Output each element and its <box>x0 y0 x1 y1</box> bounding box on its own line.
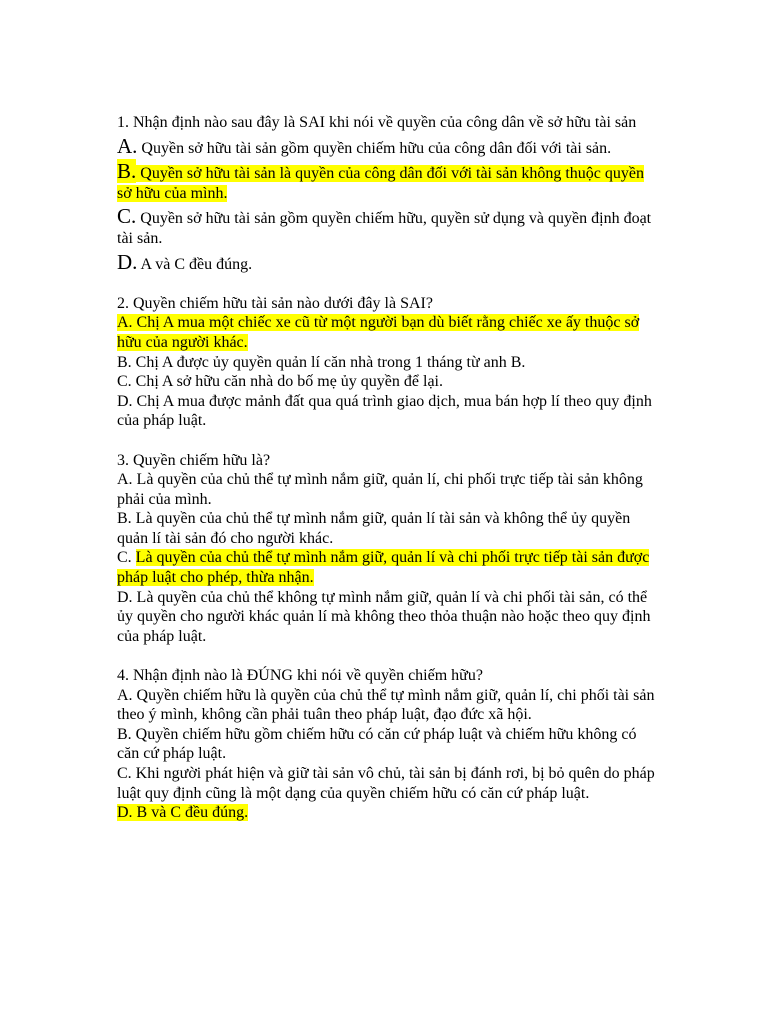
option-text: Quyền sở hữu tài sản gồm quyền chiếm hữu của công dân đối với tài sản. <box>137 139 612 157</box>
question-2-option-d: D. Chị A mua được mảnh đất qua quá trình giao dịch, mua bán hợp lí theo quy định của pháp luật. <box>117 392 652 430</box>
question-2-option-a <box>117 313 662 352</box>
question-4-option-a: A. Quyền chiếm hữu là quyền của chủ thể tự mình nắm giữ, quản lí, chi phối tài sản theo ý mình, không cần phải tuân theo pháp luật, đạo đức xã hội. <box>117 686 655 724</box>
option-letter: D. <box>117 249 138 274</box>
question-4 <box>117 666 662 823</box>
question-1-option-d <box>117 249 662 275</box>
question-2-stem: 2. Quyền chiếm hữu tài sản nào dưới đây là SAI? <box>117 294 433 312</box>
question-4-option-d <box>117 803 662 823</box>
document-page <box>117 113 662 842</box>
question-3-option-c <box>117 548 662 587</box>
question-1-option-b <box>117 159 662 203</box>
option-text-highlighted: A. Chị A mua một chiếc xe cũ từ một người bạn dù biết rằng chiếc xe ấy thuộc sở hữu của người khác. <box>117 314 640 351</box>
question-2-option-b: B. Chị A được ủy quyền quản lí căn nhà trong 1 tháng từ anh B. <box>117 353 526 371</box>
question-3-stem: 3. Quyền chiếm hữu là? <box>117 451 271 469</box>
option-letter: B. <box>117 159 137 184</box>
option-prefix: C. <box>117 549 136 567</box>
question-1-stem: 1. Nhận định nào sau đây là SAI khi nói về quyền của công dân về sở hữu tài sản <box>117 114 637 131</box>
question-3-option-d: D. Là quyền của chủ thể không tự mình nắm giữ, quản lí và chi phối tài sản, có thể ủy quyền cho người khác quản lí mà không theo thỏa thuận nào hoặc theo quy định của pháp luật. <box>117 588 651 645</box>
option-text-highlighted: Là quyền của chủ thể tự mình nắm giữ, quản lí và chi phối trực tiếp tài sản được pháp luật cho phép, thừa nhận. <box>117 549 650 587</box>
option-text-highlighted: D. B và C đều đúng. <box>117 804 249 822</box>
question-4-stem: 4. Nhận định nào là ĐÚNG khi nói về quyền chiếm hữu? <box>117 667 483 685</box>
option-text: A và C đều đúng. <box>137 255 253 273</box>
question-3-option-a: A. Là quyền của chủ thể tự mình nắm giữ, quản lí, chi phối trực tiếp tài sản không phải của mình. <box>117 471 643 508</box>
question-2 <box>117 294 662 431</box>
option-letter: C. <box>117 204 137 229</box>
question-3 <box>117 451 662 647</box>
option-text-highlighted: Quyền sở hữu tài sản là quyền của công dân đối với tài sản không thuộc quyền sở hữu của mình. <box>117 165 644 202</box>
question-1-option-a <box>117 133 662 159</box>
question-1 <box>117 113 662 274</box>
question-4-option-c: C. Khi người phát hiện và giữ tài sản vô chủ, tài sản bị đánh rơi, bị bỏ quên do pháp luật quy định cũng là một dạng của quyền chiếm hữu có căn cứ pháp luật. <box>117 765 655 802</box>
question-2-option-c: C. Chị A sở hữu căn nhà do bố mẹ ủy quyền để lại. <box>117 373 443 391</box>
question-4-option-b: B. Quyền chiếm hữu gồm chiếm hữu có căn cứ pháp luật và chiếm hữu không có căn cứ pháp luật. <box>117 725 637 763</box>
question-1-option-c <box>117 204 662 248</box>
option-text: Quyền sở hữu tài sản gồm quyền chiếm hữu, quyền sử dụng và quyền định đoạt tài sản. <box>117 210 652 247</box>
option-letter: A. <box>117 133 138 158</box>
question-3-option-b: B. Là quyền của chủ thể tự mình nắm giữ, quản lí tài sản và không thể ủy quyền quản lí tài sản đó cho người khác. <box>117 510 631 547</box>
